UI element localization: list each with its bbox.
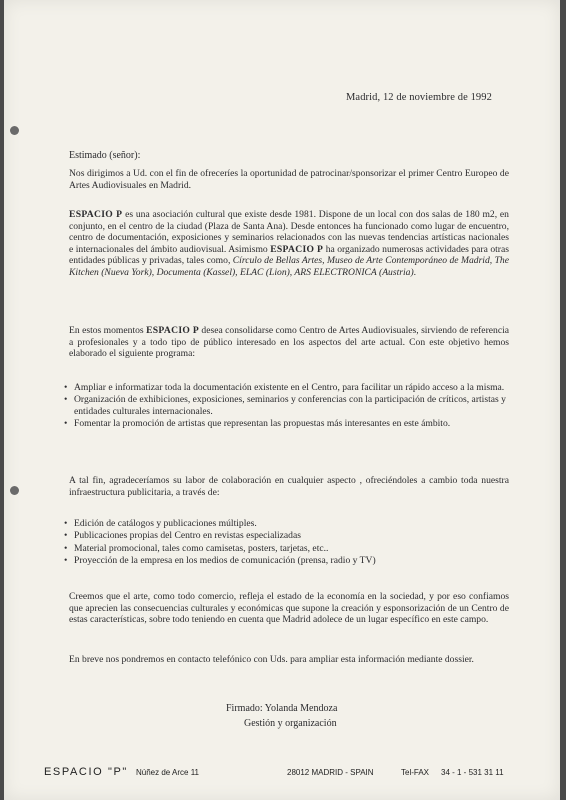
list-item: • Fomentar la promoción de artistas que representan las propuestas más interesantes en este ámbito. (64, 418, 509, 429)
program-list (64, 382, 509, 431)
list-item: • Edición de catálogos y publicaciones múltiples. (64, 518, 509, 529)
signature-role: Gestión y organización (244, 718, 337, 729)
footer-phone: 34 - 1 - 531 31 11 (441, 768, 504, 777)
org-name: ESPACIO P (270, 243, 324, 255)
espacio-p-logo: ESPACIO "P" (44, 766, 128, 778)
list-item: • Publicaciones propias del Centro en revistas especializadas (64, 530, 509, 541)
footer-address: Núñez de Arce 11 (136, 768, 200, 777)
list-item: • Organización de exhibiciones, exposiciones, seminarios y conferencias con la participación de críticos, artistas y entidades culturales internacionales. (64, 394, 509, 417)
goals-paragraph: En estos momentos ESPACIO P desea consolidarse como Centro de Artes Audiovisuales, sirviendo de referencia a profesionales y a todo tipo de público interesado en los aspectos del arte actual. Con este objetivo hemos elaborado el siguiente programa: (69, 325, 510, 360)
greeting: Estimado (señor): (69, 150, 141, 161)
closing-paragraph: En breve nos pondremos en contacto telefónico con Uds. para ampliar esta información mediante dossier. (69, 654, 474, 665)
punch-hole (10, 126, 19, 135)
economy-paragraph: Creemos que el arte, como todo comercio, refleja el estado de la economía en la sociedad, y por eso confiamos que aprecien las consecuencias culturales y económicas que supone la creación y esponsorización de un Centro de estas características, sobre todo teniendo en cuenta que Madrid adolece de un lugar específico en este campo. (69, 591, 509, 626)
list-item: • Ampliar e informatizar toda la documentación existente en el Centro, para facilitar un rápido acceso a la misma. (64, 382, 509, 393)
org-name: ESPACIO P (69, 209, 123, 220)
collaboration-paragraph: A tal fin, agradeceríamos su labor de colaboración en cualquier aspecto , ofreciéndoles a cambio toda nuestra infraestructura publicitaria, a través de: (69, 475, 509, 498)
letter-date: Madrid, 12 de noviembre de 1992 (346, 92, 492, 103)
intro-paragraph: Nos dirigimos a Ud. con el fin de ofreceríes la oportunidad de patrocinar/sponsorizar el primer Centro Europeo de Artes Audiovisuales en Madrid. (69, 168, 509, 191)
signature-name: Firmado: Yolanda Mendoza (226, 703, 338, 714)
list-item: • Proyección de la empresa en los medios de comunicación (prensa, radio y TV) (64, 555, 509, 566)
venues-list: Círculo de Bellas Artes, Museo de Arte Contemporáneo de Madrid, The Kitchen (Nueva York), Documenta (Kassel), ELAC (Lion), ARS ELECTRONICA (Austria) (69, 255, 509, 278)
punch-hole (10, 486, 19, 495)
offers-list (64, 518, 509, 568)
footer-phone-label: Tel-FAX (401, 768, 430, 777)
about-paragraph: ESPACIO P es una asociación cultural que existe desde 1981. Dispone de un local con dos salas de 180 m2, en conjunto, en el centro de la ciudad (Plaza de Santa Ana). Desde entonces ha funcionado como lugar de encuentro, centro de documentación, exposiciones y seminarios relacionados con las nuevas tendencias artísticas nacionales e internacionales del ámbito audiovisual. Asimismo ESPACIO P ha organizado numerosas actividades para otras entidades públicas y privadas, tales como, Círculo de Bellas Artes, Museo de Arte Contemporáneo de Madrid, The Kitchen (Nueva York), Documenta (Kassel), ELAC (Lion), ARS ELECTRONICA (Austria). (69, 209, 509, 278)
org-name: ESPACIO P (146, 325, 199, 336)
letter-page (4, 0, 560, 800)
footer-city: 28012 MADRID - SPAIN (287, 768, 374, 777)
list-item: • Material promocional, tales como camisetas, posters, tarjetas, etc.. (64, 543, 509, 554)
